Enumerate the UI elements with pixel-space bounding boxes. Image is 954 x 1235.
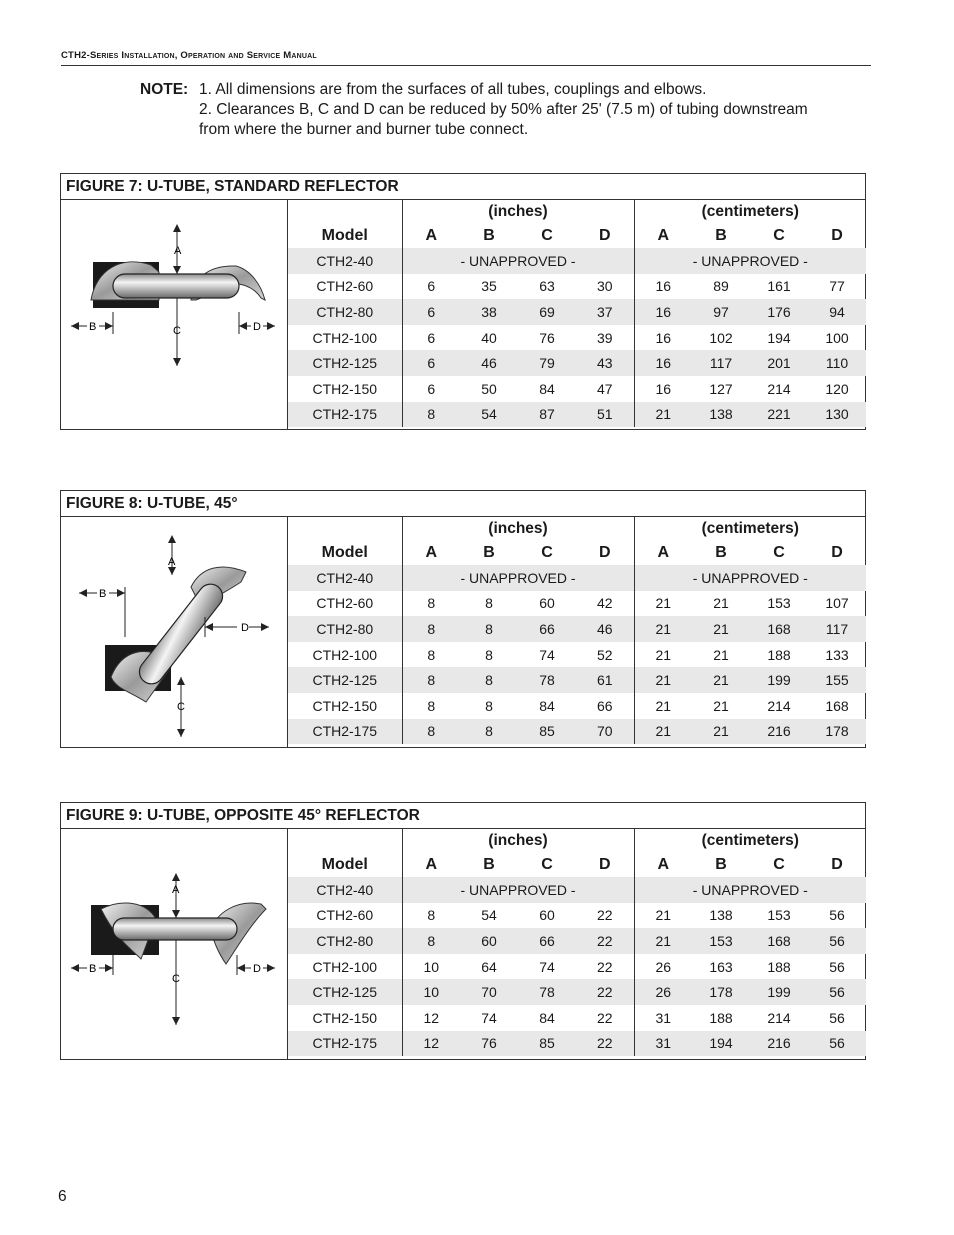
col-header-in-b: B xyxy=(483,226,495,244)
centimeters-header: (centimeters) xyxy=(701,202,799,220)
dim-label-a: A xyxy=(168,556,176,568)
cm-b-cell: 138 xyxy=(692,402,750,428)
table-row xyxy=(288,376,866,402)
inches-c-cell: 74 xyxy=(539,958,555,975)
dimension-table xyxy=(288,517,866,744)
inches-a-cell: 8 xyxy=(427,697,436,714)
column-header-row xyxy=(288,223,866,248)
inches-d-cell: 47 xyxy=(576,376,634,402)
model-header: Model xyxy=(288,223,402,248)
cm-d-cell: 107 xyxy=(825,595,849,612)
model-cell: CTH2-100 xyxy=(288,325,402,351)
table-row xyxy=(288,248,866,274)
blank-header xyxy=(288,517,402,540)
model-cell: CTH2-125 xyxy=(288,979,402,1005)
inches-c-cell: 78 xyxy=(518,667,576,693)
dim-label-d: D xyxy=(253,963,261,975)
page-number: 6 xyxy=(58,1188,67,1205)
model-cell: CTH2-150 xyxy=(288,693,402,719)
dimension-table xyxy=(288,200,866,427)
figure-title: FIGURE 7: U-TUBE, STANDARD REFLECTOR xyxy=(61,174,865,200)
table-row xyxy=(288,903,866,929)
note-line-3: from where the burner and burner tube connect. xyxy=(199,121,529,138)
model-cell: CTH2-40 xyxy=(288,877,402,903)
cm-a-cell: 16 xyxy=(634,350,692,376)
inches-d-cell: 66 xyxy=(576,693,634,719)
unapproved-centimeters: - UNAPPROVED - xyxy=(634,248,866,274)
col-header-in-c: C xyxy=(541,226,553,244)
cm-b-cell: 117 xyxy=(692,350,750,376)
cm-b-cell: 188 xyxy=(709,1009,733,1026)
cm-b-cell: 97 xyxy=(692,299,750,325)
col-header-cm-a: A xyxy=(657,855,670,873)
inches-b-cell: 35 xyxy=(481,278,497,295)
cm-c-cell: 168 xyxy=(750,928,808,954)
table-row xyxy=(288,979,866,1005)
figure-9 xyxy=(60,802,866,1060)
u-tube-standard-diagram xyxy=(61,200,288,430)
inches-d-cell: 39 xyxy=(576,325,634,351)
column-header-row xyxy=(288,540,866,565)
inches-b-cell: 8 xyxy=(460,616,518,642)
inches-header: (inches) xyxy=(402,517,634,540)
cm-a-cell: 31 xyxy=(634,1031,692,1057)
cm-b-cell: 21 xyxy=(713,697,729,714)
inches-d-cell: 61 xyxy=(576,667,634,693)
table-row xyxy=(288,274,866,300)
blank-header xyxy=(288,200,402,223)
inches-a-cell: 6 xyxy=(427,380,436,397)
dim-label-d: D xyxy=(241,622,249,634)
dim-label-b: B xyxy=(89,963,97,975)
table-row xyxy=(288,402,866,428)
unapproved-inches: - UNAPPROVED - xyxy=(402,877,634,903)
col-header-cm-d: D xyxy=(831,226,843,244)
inches-c-cell: 66 xyxy=(518,928,576,954)
cm-b-cell: 138 xyxy=(709,907,733,924)
cm-b-cell: 127 xyxy=(709,380,733,397)
inches-d-cell: 22 xyxy=(576,979,634,1005)
cm-c-cell: 194 xyxy=(767,329,791,346)
dim-label-d: D xyxy=(253,321,261,333)
table-row xyxy=(288,954,866,980)
centimeters-header: (centimeters) xyxy=(701,831,799,849)
inches-a-cell: 8 xyxy=(427,595,436,612)
cm-c-cell: 153 xyxy=(767,595,791,612)
model-cell: CTH2-150 xyxy=(288,376,402,402)
inches-c-cell: 85 xyxy=(518,1031,576,1057)
model-cell: CTH2-40 xyxy=(288,565,402,591)
cm-a-cell: 21 xyxy=(634,616,692,642)
inches-d-cell: 22 xyxy=(576,1031,634,1057)
figure-7 xyxy=(60,173,866,430)
figure-title: FIGURE 9: U-TUBE, OPPOSITE 45° REFLECTOR xyxy=(61,803,865,829)
inches-b-cell: 8 xyxy=(485,595,493,612)
cm-d-cell: 110 xyxy=(808,350,866,376)
cm-a-cell: 16 xyxy=(655,380,672,397)
cm-d-cell: 130 xyxy=(808,402,866,428)
table-row xyxy=(288,299,866,325)
unapproved-inches: - UNAPPROVED - xyxy=(402,248,634,274)
inches-b-cell: 54 xyxy=(481,907,497,924)
col-header-cm-a: A xyxy=(657,543,670,561)
inches-b-cell: 8 xyxy=(485,646,493,663)
col-header-in-d: D xyxy=(576,223,634,248)
cm-a-cell: 16 xyxy=(655,278,672,295)
cm-b-cell: 21 xyxy=(692,719,750,745)
col-header-in-c: C xyxy=(541,543,553,561)
cm-c-cell: 168 xyxy=(750,616,808,642)
model-cell: CTH2-100 xyxy=(288,642,402,668)
cm-c-cell: 214 xyxy=(767,380,791,397)
cm-c-cell: 161 xyxy=(767,278,791,295)
cm-d-cell: 100 xyxy=(825,329,849,346)
cm-d-cell: 168 xyxy=(825,697,849,714)
figure-8 xyxy=(60,490,866,748)
cm-a-cell: 21 xyxy=(634,719,692,745)
inches-a-cell: 12 xyxy=(423,1009,440,1026)
inches-b-cell: 46 xyxy=(460,350,518,376)
column-header-row xyxy=(288,852,866,877)
blank-header xyxy=(288,829,402,852)
inches-c-cell: 87 xyxy=(518,402,576,428)
cm-c-cell: 188 xyxy=(767,958,791,975)
cm-a-cell: 16 xyxy=(634,299,692,325)
inches-b-cell: 8 xyxy=(460,719,518,745)
cm-d-cell: 155 xyxy=(808,667,866,693)
centimeters-header: (centimeters) xyxy=(701,519,799,537)
table-row xyxy=(288,693,866,719)
inches-d-cell: 43 xyxy=(576,350,634,376)
col-header-in-d: D xyxy=(576,852,634,877)
cm-a-cell: 16 xyxy=(655,329,672,346)
col-header-cm-c: C xyxy=(773,855,785,873)
cm-a-cell: 26 xyxy=(655,958,672,975)
inches-a-cell: 10 xyxy=(423,958,440,975)
inches-b-cell: 38 xyxy=(460,299,518,325)
cm-b-cell: 89 xyxy=(713,278,729,295)
col-header-in-b: B xyxy=(483,855,495,873)
cm-d-cell: 56 xyxy=(829,907,845,924)
running-header xyxy=(61,50,871,66)
cm-b-cell: 163 xyxy=(709,958,733,975)
model-cell: CTH2-80 xyxy=(288,928,402,954)
model-cell: CTH2-60 xyxy=(288,903,402,929)
units-header-row xyxy=(288,517,866,540)
note-line-1: 1. All dimensions are from the surfaces of all tubes, couplings and elbows. xyxy=(199,81,707,98)
cm-a-cell: 21 xyxy=(634,402,692,428)
model-cell: CTH2-80 xyxy=(288,299,402,325)
cm-d-cell: 56 xyxy=(808,928,866,954)
table-row xyxy=(288,565,866,591)
col-header-in-d: D xyxy=(576,540,634,565)
cm-a-cell: 21 xyxy=(655,907,672,924)
inches-d-cell: 22 xyxy=(576,903,634,929)
cm-d-cell: 56 xyxy=(808,979,866,1005)
inches-a-cell: 6 xyxy=(402,350,460,376)
table-row xyxy=(288,1005,866,1031)
units-header-row xyxy=(288,829,866,852)
inches-a-cell: 6 xyxy=(427,329,436,346)
table-row xyxy=(288,877,866,903)
inches-a-cell: 8 xyxy=(402,719,460,745)
table-row xyxy=(288,591,866,617)
model-header: Model xyxy=(288,540,402,565)
cm-c-cell: 201 xyxy=(750,350,808,376)
model-cell: CTH2-175 xyxy=(288,1031,402,1057)
model-header: Model xyxy=(288,852,402,877)
cm-a-cell: 26 xyxy=(634,979,692,1005)
cm-b-cell: 21 xyxy=(713,595,729,612)
model-cell: CTH2-60 xyxy=(288,591,402,617)
inches-b-cell: 50 xyxy=(481,380,497,397)
table-row xyxy=(288,325,866,351)
note-block xyxy=(140,80,880,140)
figure-title: FIGURE 8: U-TUBE, 45° xyxy=(61,491,865,517)
model-cell: CTH2-60 xyxy=(288,274,402,300)
table-row xyxy=(288,616,866,642)
cm-c-cell: 188 xyxy=(767,646,791,663)
cm-d-cell: 120 xyxy=(825,380,849,397)
cm-c-cell: 214 xyxy=(767,1009,791,1026)
cm-d-cell: 178 xyxy=(808,719,866,745)
inches-b-cell: 54 xyxy=(460,402,518,428)
cm-b-cell: 194 xyxy=(692,1031,750,1057)
col-header-cm-d: D xyxy=(831,855,843,873)
col-header-cm-b: B xyxy=(715,226,727,244)
inches-header: (inches) xyxy=(402,200,634,223)
cm-b-cell: 178 xyxy=(692,979,750,1005)
inches-b-cell: 74 xyxy=(481,1009,497,1026)
cm-b-cell: 102 xyxy=(709,329,733,346)
model-cell: CTH2-150 xyxy=(288,1005,402,1031)
inches-d-cell: 30 xyxy=(576,274,634,300)
cm-a-cell: 21 xyxy=(655,646,672,663)
inches-d-cell: 46 xyxy=(576,616,634,642)
col-header-in-c: C xyxy=(541,855,553,873)
inches-c-cell: 76 xyxy=(539,329,555,346)
inches-a-cell: 8 xyxy=(402,402,460,428)
inches-d-cell: 22 xyxy=(576,954,634,980)
col-header-in-a: A xyxy=(425,855,438,873)
manual-title: CTH2-Series Installation, Operation and Service Manual xyxy=(61,50,317,61)
inches-a-cell: 6 xyxy=(427,278,436,295)
inches-a-cell: 8 xyxy=(427,907,436,924)
col-header-cm-d: D xyxy=(831,543,843,561)
col-header-in-b: B xyxy=(483,543,495,561)
inches-a-cell: 8 xyxy=(427,646,436,663)
cm-c-cell: 216 xyxy=(750,719,808,745)
unapproved-centimeters: - UNAPPROVED - xyxy=(634,565,866,591)
inches-a-cell: 10 xyxy=(402,979,460,1005)
u-tube-opposite-45-diagram xyxy=(61,829,288,1060)
inches-c-cell: 69 xyxy=(518,299,576,325)
inches-c-cell: 84 xyxy=(539,1009,555,1026)
cm-d-cell: 56 xyxy=(808,1031,866,1057)
inches-c-cell: 84 xyxy=(539,697,555,714)
unapproved-centimeters: - UNAPPROVED - xyxy=(634,877,866,903)
table-row xyxy=(288,667,866,693)
table-row xyxy=(288,928,866,954)
model-cell: CTH2-175 xyxy=(288,402,402,428)
col-header-cm-b: B xyxy=(715,543,727,561)
inches-c-cell: 79 xyxy=(518,350,576,376)
inches-b-cell: 8 xyxy=(485,697,493,714)
dim-label-c: C xyxy=(172,973,180,985)
cm-d-cell: 77 xyxy=(829,278,845,295)
inches-b-cell: 40 xyxy=(481,329,497,346)
cm-d-cell: 94 xyxy=(808,299,866,325)
cm-a-cell: 21 xyxy=(634,667,692,693)
dim-label-c: C xyxy=(173,325,181,337)
inches-a-cell: 12 xyxy=(402,1031,460,1057)
cm-b-cell: 21 xyxy=(692,667,750,693)
model-cell: CTH2-40 xyxy=(288,248,402,274)
cm-d-cell: 117 xyxy=(808,616,866,642)
inches-header: (inches) xyxy=(402,829,634,852)
cm-d-cell: 56 xyxy=(829,958,845,975)
cm-b-cell: 21 xyxy=(713,646,729,663)
col-header-cm-c: C xyxy=(773,543,785,561)
inches-d-cell: 22 xyxy=(576,1005,634,1031)
table-row xyxy=(288,350,866,376)
unapproved-inches: - UNAPPROVED - xyxy=(402,565,634,591)
col-header-in-a: A xyxy=(425,543,438,561)
table-row xyxy=(288,1031,866,1057)
dim-label-a: A xyxy=(174,245,182,257)
inches-b-cell: 70 xyxy=(460,979,518,1005)
col-header-cm-b: B xyxy=(715,855,727,873)
model-cell: CTH2-125 xyxy=(288,350,402,376)
model-cell: CTH2-80 xyxy=(288,616,402,642)
col-header-cm-c: C xyxy=(773,226,785,244)
units-header-row xyxy=(288,200,866,223)
inches-b-cell: 64 xyxy=(481,958,497,975)
cm-b-cell: 21 xyxy=(692,616,750,642)
inches-c-cell: 78 xyxy=(518,979,576,1005)
dim-label-c: C xyxy=(177,701,185,713)
cm-d-cell: 133 xyxy=(825,646,849,663)
inches-b-cell: 76 xyxy=(460,1031,518,1057)
cm-a-cell: 21 xyxy=(655,595,672,612)
cm-c-cell: 199 xyxy=(750,979,808,1005)
inches-d-cell: 70 xyxy=(576,719,634,745)
inches-c-cell: 74 xyxy=(539,646,555,663)
cm-c-cell: 214 xyxy=(767,697,791,714)
inches-a-cell: 8 xyxy=(402,667,460,693)
inches-c-cell: 84 xyxy=(539,380,555,397)
inches-c-cell: 85 xyxy=(518,719,576,745)
inches-a-cell: 8 xyxy=(402,928,460,954)
dim-label-b: B xyxy=(89,321,97,333)
cm-c-cell: 176 xyxy=(750,299,808,325)
cm-a-cell: 21 xyxy=(655,697,672,714)
cm-c-cell: 199 xyxy=(750,667,808,693)
col-header-cm-a: A xyxy=(657,226,670,244)
inches-c-cell: 66 xyxy=(518,616,576,642)
dimension-table xyxy=(288,829,866,1056)
inches-a-cell: 8 xyxy=(402,616,460,642)
inches-d-cell: 51 xyxy=(576,402,634,428)
model-cell: CTH2-100 xyxy=(288,954,402,980)
inches-d-cell: 42 xyxy=(576,591,634,617)
note-line-2: 2. Clearances B, C and D can be reduced by 50% after 25' (7.5 m) of tubing downstream xyxy=(199,101,808,118)
cm-a-cell: 31 xyxy=(655,1009,672,1026)
inches-b-cell: 60 xyxy=(460,928,518,954)
model-cell: CTH2-175 xyxy=(288,719,402,745)
inches-d-cell: 52 xyxy=(576,642,634,668)
inches-c-cell: 63 xyxy=(539,278,555,295)
inches-b-cell: 8 xyxy=(460,667,518,693)
table-row xyxy=(288,642,866,668)
u-tube-45-diagram xyxy=(61,517,288,748)
inches-c-cell: 60 xyxy=(539,595,555,612)
cm-c-cell: 221 xyxy=(750,402,808,428)
cm-b-cell: 153 xyxy=(692,928,750,954)
col-header-in-a: A xyxy=(425,226,438,244)
cm-a-cell: 21 xyxy=(634,928,692,954)
cm-c-cell: 216 xyxy=(750,1031,808,1057)
inches-a-cell: 6 xyxy=(402,299,460,325)
table-row xyxy=(288,719,866,745)
inches-d-cell: 22 xyxy=(576,928,634,954)
cm-d-cell: 56 xyxy=(829,1009,845,1026)
model-cell: CTH2-125 xyxy=(288,667,402,693)
inches-d-cell: 37 xyxy=(576,299,634,325)
cm-c-cell: 153 xyxy=(767,907,791,924)
inches-c-cell: 60 xyxy=(539,907,555,924)
dim-label-a: A xyxy=(172,884,180,896)
note-label: NOTE: xyxy=(140,81,189,98)
dim-label-b: B xyxy=(99,588,107,600)
